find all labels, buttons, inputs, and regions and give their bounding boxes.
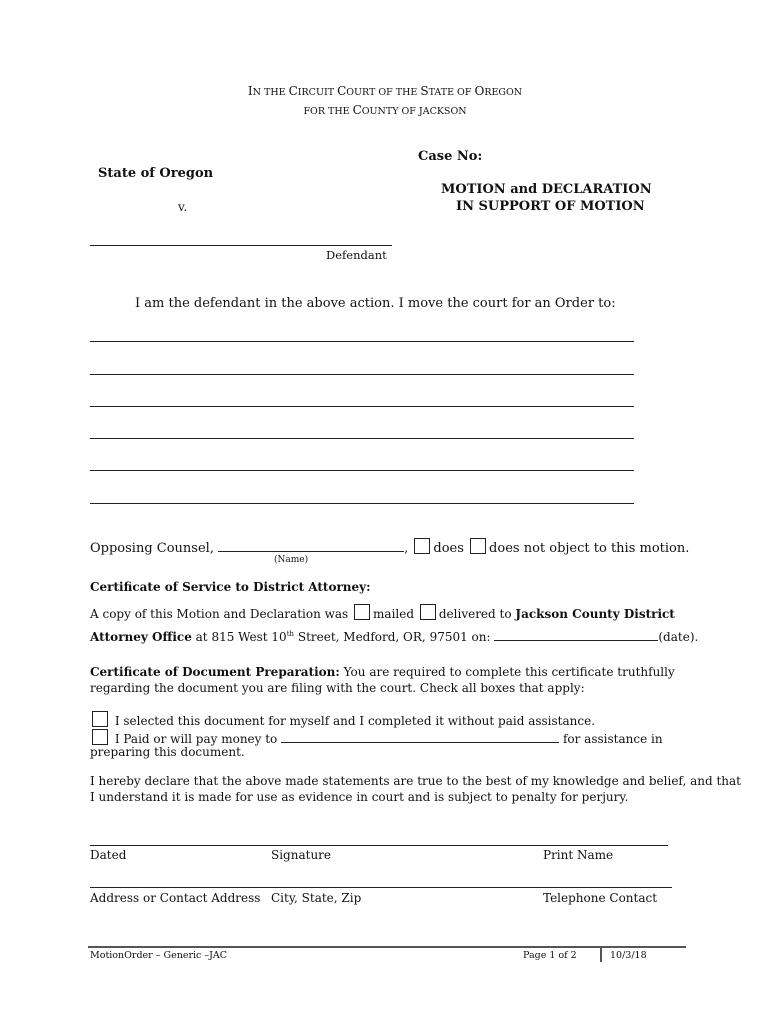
preparation-heading: Certificate of Document Preparation: — [90, 665, 340, 679]
self-prepared-checkbox[interactable] — [92, 711, 108, 727]
signature-label: Signature — [271, 848, 332, 862]
paid-to-field[interactable] — [281, 730, 559, 743]
court-title-line2: FOR THE COUNTY OF JACKSON — [303, 103, 467, 117]
city-state-zip-label: City, State, Zip — [271, 891, 362, 905]
address-superscript: th — [286, 630, 295, 638]
service-date-field[interactable] — [494, 628, 658, 641]
opposing-counsel-label: Opposing Counsel, — [90, 541, 214, 556]
preparation-intro-line1 — [90, 665, 675, 679]
plaintiff-name: State of Oregon — [98, 166, 214, 181]
date-label: (date). — [658, 630, 699, 644]
preparation-option2-continued: preparing this document. — [90, 745, 245, 759]
paid-assistance-suffix: for assistance in — [562, 732, 663, 746]
name-hint: (Name) — [274, 555, 309, 565]
preparation-intro-line2: regarding the document you are filing with the court. Check all boxes that apply: — [90, 681, 585, 695]
dated-label: Dated — [90, 848, 127, 862]
self-prepared-label: I selected this document for myself and I completed it without paid assistance. — [114, 714, 596, 728]
court-title-line1: IN THE CIRCUIT COURT OF THE STATE OF OREGON — [247, 84, 523, 98]
does-label: does — [433, 541, 464, 556]
service-line2 — [90, 628, 698, 644]
declaration-line2: I understand it is made for use as evidence in court and is subject to penalty for perjury. — [90, 790, 629, 804]
address-label: Address or Contact Address — [90, 891, 261, 905]
versus-label: v. — [178, 200, 188, 214]
signature-line[interactable] — [90, 845, 668, 846]
defendant-label: Defendant — [326, 248, 387, 262]
does-not-object-label: does not object to this motion. — [489, 541, 690, 556]
defendant-name-field[interactable] — [90, 245, 392, 246]
footer-divider — [600, 948, 602, 962]
paid-assistance-label: I Paid or will pay money to — [114, 732, 278, 746]
order-line-1[interactable] — [90, 341, 634, 342]
document-title-line2: IN SUPPORT OF MOTION — [456, 199, 645, 214]
preparation-option2 — [90, 729, 663, 746]
delivered-checkbox[interactable] — [420, 604, 436, 620]
does-not-object-checkbox[interactable] — [470, 538, 486, 554]
address-line[interactable] — [90, 887, 672, 888]
opposing-counsel-name-field[interactable] — [218, 539, 404, 552]
delivered-label: delivered to — [438, 607, 512, 621]
page-number: Page 1 of 2 — [523, 950, 577, 961]
mailed-checkbox[interactable] — [354, 604, 370, 620]
mailed-label: mailed — [373, 607, 415, 621]
order-line-4[interactable] — [90, 438, 634, 439]
print-name-label: Print Name — [543, 848, 614, 862]
preparation-intro-text: You are required to complete this certificate truthfully — [343, 665, 675, 679]
service-heading: Certificate of Service to District Attorney: — [90, 580, 371, 594]
order-line-3[interactable] — [90, 406, 634, 407]
service-line1-prefix: A copy of this Motion and Declaration was — [90, 607, 349, 621]
address-prefix: at 815 West 10 — [195, 630, 287, 644]
document-title-line1: MOTION and DECLARATION — [441, 182, 652, 197]
preparation-option1 — [90, 711, 595, 728]
comma: , — [404, 541, 409, 556]
address-suffix: Street, Medford, OR, 97501 on: — [297, 630, 491, 644]
order-line-2[interactable] — [90, 374, 634, 375]
form-identifier: MotionOrder – Generic –JAC — [90, 950, 228, 961]
footer-rule — [88, 946, 686, 948]
paid-assistance-checkbox[interactable] — [92, 729, 108, 745]
does-object-checkbox[interactable] — [414, 538, 430, 554]
motion-intro: I am the defendant in the above action. I move the court for an Order to: — [135, 296, 616, 311]
order-line-6[interactable] — [90, 503, 634, 504]
order-line-5[interactable] — [90, 470, 634, 471]
service-line1 — [90, 604, 675, 621]
case-number-label: Case No: — [418, 149, 483, 164]
office-name-part1: Jackson County District — [515, 607, 675, 621]
opposing-counsel-row — [90, 538, 689, 556]
telephone-label: Telephone Contact — [543, 891, 658, 905]
office-name-part2: Attorney Office — [90, 630, 192, 644]
form-date: 10/3/18 — [610, 950, 647, 961]
declaration-line1: I hereby declare that the above made statements are true to the best of my knowledge and belief, and that — [90, 774, 741, 788]
